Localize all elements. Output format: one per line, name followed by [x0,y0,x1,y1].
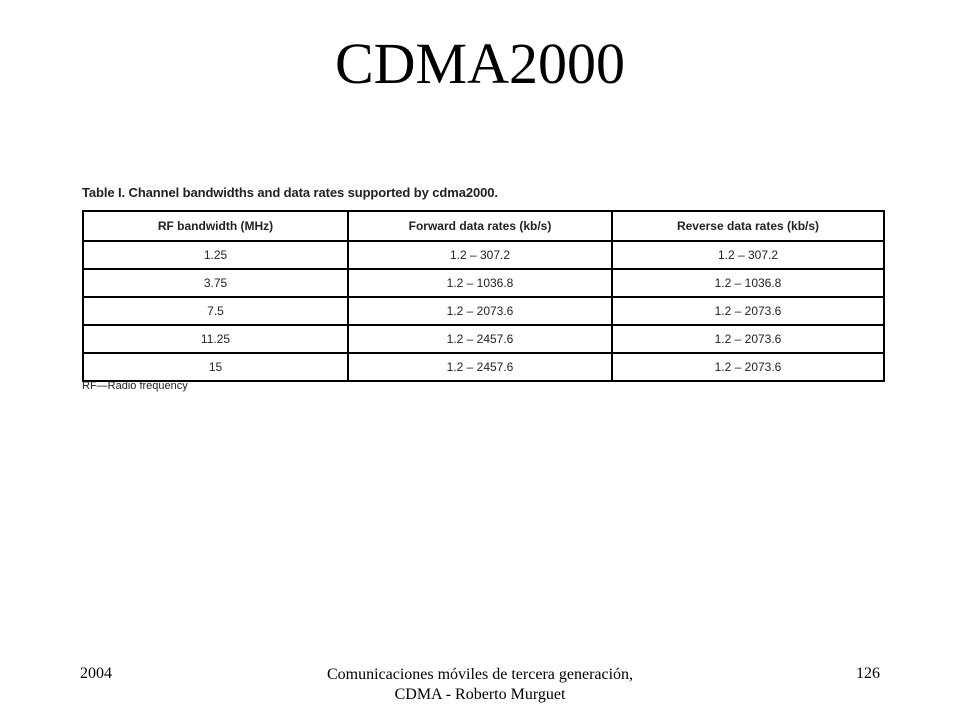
cell-rf-bandwidth: 11.25 [83,325,348,353]
slide-title: CDMA2000 [334,31,626,96]
table-header-row [83,211,884,241]
cell-forward-rate: 1.2 – 307.2 [348,241,612,269]
table-row [83,353,884,381]
cell-reverse-rate: 1.2 – 2073.6 [612,353,884,381]
cell-rf-bandwidth: 3.75 [83,269,348,297]
cell-reverse-rate: 1.2 – 307.2 [612,241,884,269]
header-rf-bandwidth: RF bandwidth (MHz) [83,211,348,241]
cell-rf-bandwidth: 15 [83,353,348,381]
cell-forward-rate: 1.2 – 1036.8 [348,269,612,297]
cell-rf-bandwidth: 7.5 [83,297,348,325]
cell-forward-rate: 1.2 – 2073.6 [348,297,612,325]
cell-reverse-rate: 1.2 – 1036.8 [612,269,884,297]
data-rates-table [82,210,885,382]
header-reverse-rates: Reverse data rates (kb/s) [612,211,884,241]
cell-forward-rate: 1.2 – 2457.6 [348,353,612,381]
table-caption: Table I. Channel bandwidths and data rates supported by cdma2000. [82,185,498,200]
table-row [83,269,884,297]
footer-year: 2004 [80,665,112,682]
table-footnote: RF—Radio frequency [82,380,188,392]
cell-rf-bandwidth: 1.25 [83,241,348,269]
footer-page-number: 126 [856,665,880,682]
cell-reverse-rate: 1.2 – 2073.6 [612,297,884,325]
cell-reverse-rate: 1.2 – 2073.6 [612,325,884,353]
table-row [83,297,884,325]
header-forward-rates: Forward data rates (kb/s) [348,211,612,241]
cell-forward-rate: 1.2 – 2457.6 [348,325,612,353]
table-row [83,325,884,353]
footer-course-title: Comunicaciones móviles de tercera generación, CDMA - Roberto Murguet [326,666,634,703]
table-row [83,241,884,269]
